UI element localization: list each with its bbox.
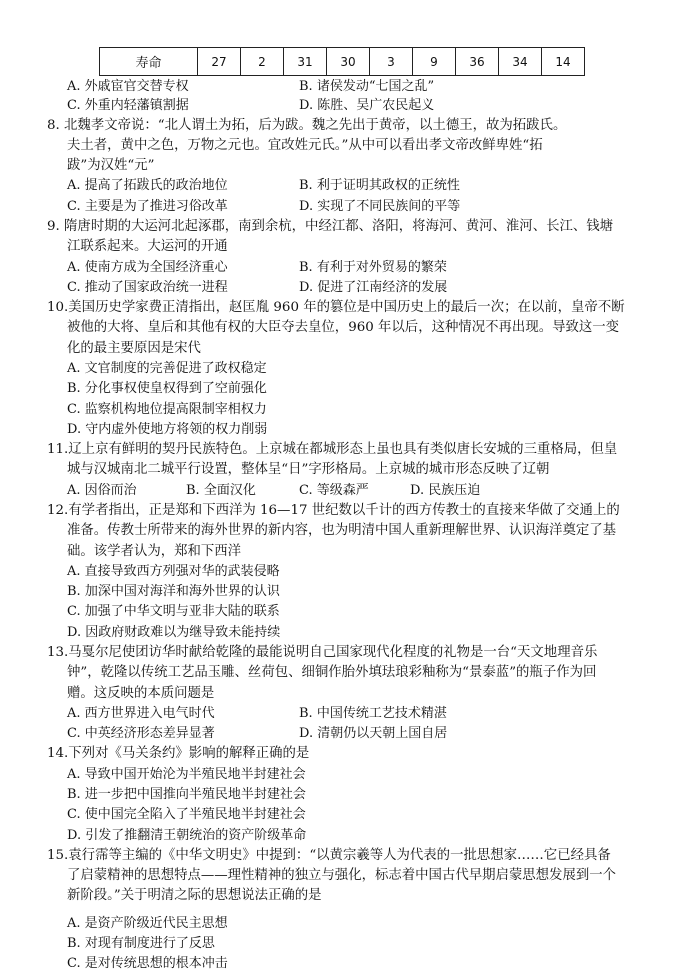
q15-option-a: A. 是资产阶级近代民主思想 [67,916,228,931]
q15-stem-line3: 新阶段。”关于明清之际的思想说法正确的是 [67,888,322,904]
q10-option-a: A. 文官制度的完善促进了政权稳定 [67,361,267,377]
q14-option-c: C. 使中国完全陷入了半殖民地半封建社会 [67,807,306,823]
q13-stem-line3: 赠。这反映的本质问题是 [67,685,215,701]
q15-option-c: C. 是对传统思想的根本冲击 [67,956,228,971]
q9-stem-line1: 9. 隋唐时期的大运河北起涿郡，南到余杭，中经江都、洛阳，将海河、黄河、淮河、长江、钱塘 [47,219,614,235]
q12-option-c: C. 加强了中华文明与亚非大陆的联系 [67,604,280,620]
q12-option-b: B. 加深中国对海洋和海外世界的认识 [67,584,280,600]
q7-option-a: A. 外戚宦官交替专权 [67,78,189,94]
q10-option-d: D. 守内虚外使地方将领的权力削弱 [67,421,268,437]
q9-option-a: A. 使南方成为全国经济重心 [67,259,228,275]
table-cell: 14 [542,48,585,76]
q9-option-c: C. 推动了国家政治统一进程 [67,279,228,295]
q8-option-c: C. 主要是为了推进习俗改革 [67,198,228,214]
table-cell: 34 [499,48,542,76]
q10-option-c: C. 监察机构地位提高限制宰相权力 [67,401,267,417]
q7-option-b: B. 诸侯发动“七国之乱” [299,78,435,94]
q10-stem-line1: 10.美国历史学家费正清指出，赵匡胤 960 年的篡位是中国历史上的最后一次；在以前，皇帝不断 [47,300,625,316]
table-cell: 30 [327,48,370,76]
q15-stem-line2: 了启蒙精神的思想特点——理性精神的独立与强化，标志着中国古代早期启蒙思想发展到一个 [67,868,617,884]
lifespan-table [99,47,585,76]
table-row [100,48,585,76]
q13-stem-line1: 13.马戛尔尼使团访华时献给乾隆的最能说明自己国家现代化程度的礼物是一台“天文地理音乐 [47,645,598,661]
table-cell: 2 [241,48,284,76]
q13-option-a: A. 西方世界进入电气时代 [67,705,215,721]
q10-stem-line2: 被他的大将、皇后和其他有权的大臣夺去皇位，960 年以后，这种情况不再出现。导致这一变 [67,320,620,336]
q11-stem-line2: 城与汉城南北二城平行设置，整体呈“日”字形格局。上京城的城市形态反映了辽朝 [67,462,550,478]
q12-option-a: A. 直接导致西方列强对华的武装侵略 [67,563,280,579]
q11-option-c: C. 等级森严 [299,482,369,498]
table-cell: 36 [456,48,499,76]
q14-stem-line1: 14.下列对《马关条约》影响的解释正确的是 [47,746,310,762]
table-cell: 3 [370,48,413,76]
q12-stem-line2: 准备。传教士所带来的海外世界的新内容，也为明清中国人重新理解世界、认识海洋奠定了基 [67,523,617,539]
q13-option-d: D. 清朝仍以天朝上国自居 [299,726,448,742]
q7-option-c: C. 外重内轻藩镇割据 [67,98,189,114]
q12-option-d: D. 因政府财政难以为继导致未能持续 [67,624,281,640]
q8-option-a: A. 提高了拓跋氏的政治地位 [67,178,228,194]
q7-option-d: D. 陈胜、吴广农民起义 [299,98,435,114]
q11-option-b: B. 全面汉化 [186,482,256,498]
q12-stem-line1: 12.有学者指出，正是郑和下西洋为 16—17 世纪数以千计的西方传教士的直接来华做了交通上的 [47,503,620,519]
q10-stem-line3: 化的最主要原因是宋代 [67,340,201,356]
table-cell: 31 [284,48,327,76]
q14-option-d: D. 引发了推翻清王朝统治的资产阶级革命 [67,827,307,843]
q9-option-b: B. 有利于对外贸易的繁荣 [299,259,447,275]
q10-option-b: B. 分化事权使皇权得到了空前强化 [67,381,267,397]
q13-stem-line2: 钟”，乾隆以传统工艺品玉雕、丝荷包、细铜作胎外填珐琅彩釉称为“景泰蓝”的瓶子作为回 [67,665,597,681]
q12-stem-line3: 础。该学者认为，郑和下西洋 [67,543,242,559]
q14-option-b: B. 进一步把中国推向半殖民地半封建社会 [67,787,306,803]
q13-option-b: B. 中国传统工艺技术精湛 [299,705,447,721]
q9-option-d: D. 促进了江南经济的发展 [299,279,448,295]
q8-option-d: D. 实现了不同民族间的平等 [299,198,461,214]
table-header-cell: 寿命 [100,48,198,76]
table-cell: 9 [413,48,456,76]
q8-stem-line2: 夫土者，黄中之色，万物之元也。宜改姓元氏。”从中可以看出孝文帝改鲜卑姓“拓 [67,137,543,153]
q8-stem-line3: 跋”为汉姓“元” [67,158,155,174]
q11-option-a: A. 因俗而治 [67,482,137,498]
q13-option-c: C. 中英经济形态差异显著 [67,726,215,742]
q8-option-b: B. 利于证明其政权的正统性 [299,178,460,194]
q9-stem-line2: 江联系起来。大运河的开通 [67,239,228,255]
table-cell: 27 [198,48,241,76]
q14-option-a: A. 导致中国开始沦为半殖民地半封建社会 [67,766,306,782]
q11-option-d: D. 民族压迫 [410,482,481,498]
q11-stem-line1: 11.辽上京有鲜明的契丹民族特色。上京城在都城形态上虽也具有类似唐长安城的三重格局，但皇 [47,442,618,458]
q15-stem-line1: 15.袁行霈等主编的《中华文明史》中提到：“以黄宗羲等人为代表的一批思想家……它已经具备 [47,847,611,863]
q8-stem-line1: 8. 北魏孝文帝说：“北人谓土为拓，后为跋。魏之先出于黄帝，以土德王，故为拓跋氏。 [47,117,567,133]
q15-option-b: B. 对现有制度进行了反思 [67,936,215,951]
